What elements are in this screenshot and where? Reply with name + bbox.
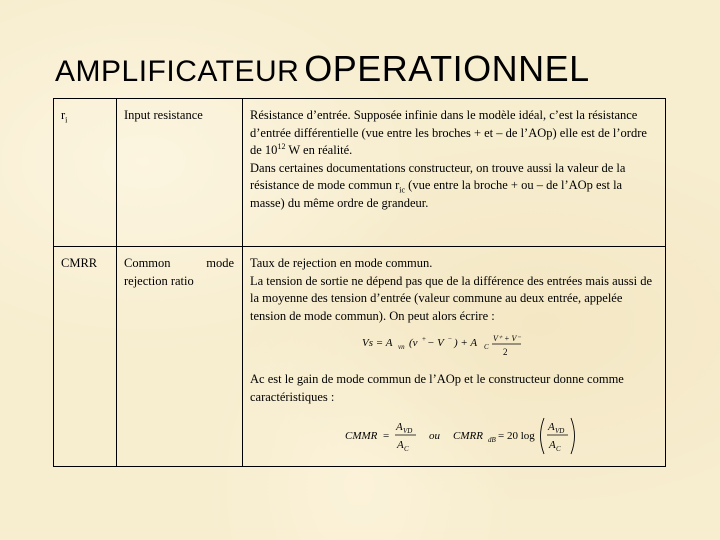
slide-title bbox=[55, 48, 590, 90]
formula-subscript: C bbox=[556, 445, 561, 453]
description-paragraph bbox=[250, 160, 657, 213]
parameters-table bbox=[53, 98, 666, 467]
description-text: (vue entre la broche + ou – de l’AOp est la masse) du même ordre de grandeur. bbox=[250, 178, 623, 210]
cmrr-formula bbox=[345, 414, 575, 458]
parameter-symbol bbox=[54, 99, 117, 247]
formula-term: CMRR bbox=[453, 430, 483, 442]
formula-numerator: A bbox=[548, 421, 555, 433]
description-paragraph bbox=[250, 107, 657, 160]
parameter-symbol: CMRR bbox=[54, 247, 117, 467]
title-part-1: AMPLIFICATEUR bbox=[55, 55, 300, 88]
formula-subscript: C bbox=[404, 445, 409, 453]
left-parenthesis bbox=[541, 418, 545, 454]
formula-superscript: + bbox=[422, 335, 426, 343]
formula-subscript: VD bbox=[403, 427, 413, 435]
formula-subscript: vn bbox=[398, 343, 405, 351]
formula-denominator: A bbox=[549, 439, 556, 451]
formula-subscript: C bbox=[484, 343, 489, 351]
formula-term: ) + A bbox=[454, 337, 478, 349]
formula-subscript: VD bbox=[555, 427, 565, 435]
symbol-text: r bbox=[61, 108, 66, 122]
symbol-subscript: i bbox=[65, 115, 68, 125]
formula-term: (v bbox=[409, 337, 418, 349]
table-row bbox=[54, 99, 666, 247]
description-paragraph: La tension de sortie ne dépend pas que de la différence des entrées mais aussi de la moyenne des tension d’entrée (valeur commune au deux entrée, appelée tension de mode commun). On peut alors écrire : bbox=[250, 273, 653, 323]
formula-superscript: − bbox=[448, 335, 452, 343]
parameter-description bbox=[243, 247, 666, 467]
description-text: Résistance d’entrée. Supposée infinie dans le modèle idéal, c’est la résistance d’entrée différentielle (vue entre les broches + et – de l’AOp) elle est de l’ordre de 10 bbox=[250, 108, 647, 157]
formula-numerator: A bbox=[396, 421, 403, 433]
right-parenthesis bbox=[571, 418, 575, 454]
parameter-description bbox=[243, 99, 666, 247]
title-part-2: OPERATIONNEL bbox=[304, 48, 590, 89]
formula-term: − V bbox=[427, 337, 444, 349]
subscript: ic bbox=[399, 185, 406, 195]
description-text: Dans certaines documentations constructeur, on trouve aussi la valeur de la résistance de mode commun r bbox=[250, 160, 626, 192]
parameter-name: Input resistance bbox=[117, 99, 243, 247]
formula-term: ou bbox=[429, 430, 440, 442]
formula-subscript: dB bbox=[488, 436, 496, 444]
formula-denominator: 2 bbox=[503, 347, 508, 357]
exponent: 12 bbox=[277, 141, 286, 151]
table-row bbox=[54, 247, 666, 467]
formula-term: CMMR bbox=[345, 430, 378, 442]
parameter-name: Common mode rejection ratio bbox=[117, 247, 243, 467]
formula-lhs: Vs = A bbox=[362, 337, 393, 349]
description-text: W en réalité. bbox=[285, 143, 353, 157]
description-paragraph: Taux de rejection en mode commun. bbox=[250, 256, 433, 270]
formula-term: = bbox=[383, 430, 390, 442]
formula-term: = 20 log bbox=[498, 430, 535, 442]
common-mode-output-formula bbox=[362, 333, 522, 361]
formula-numerator: V⁺ + V⁻ bbox=[493, 334, 521, 343]
description-paragraph: Ac est le gain de mode commun de l’AOp et le constructeur donne comme caractéristiques : bbox=[250, 372, 624, 404]
formula-denominator: A bbox=[397, 439, 404, 451]
